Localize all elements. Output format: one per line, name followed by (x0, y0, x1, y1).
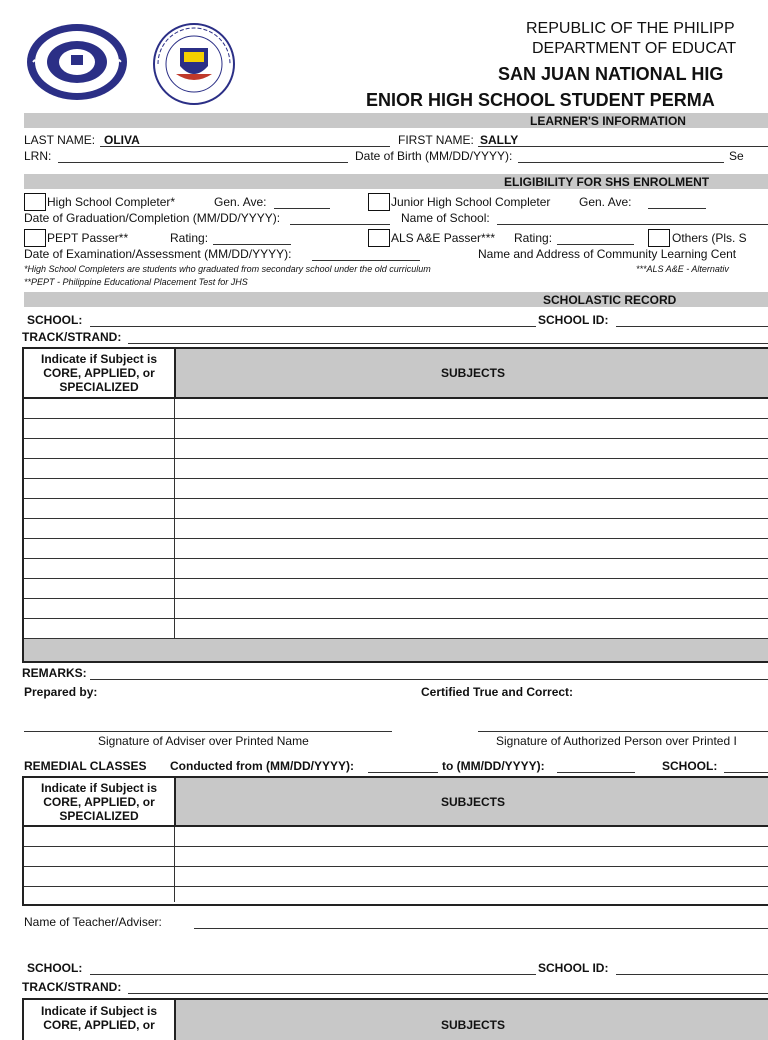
last-name-value[interactable]: OLIVA (104, 133, 140, 147)
lrn-line[interactable] (58, 162, 348, 163)
table-row[interactable] (24, 539, 768, 559)
table-row[interactable] (24, 619, 768, 639)
als-checkbox[interactable] (368, 229, 390, 247)
first-name-label: FIRST NAME: (398, 133, 474, 147)
als-label: ALS A&E Passer*** (391, 231, 496, 245)
scholastic-record-title: SCHOLASTIC RECORD (543, 293, 677, 307)
school-id-line[interactable] (616, 326, 768, 327)
table-row[interactable] (24, 479, 768, 499)
rating-label: Rating: (170, 231, 209, 245)
table-header (24, 349, 768, 399)
pept-checkbox[interactable] (24, 229, 46, 247)
to-date-label: to (MM/DD/YYYY): (442, 759, 545, 773)
adviser-signature-line[interactable] (24, 731, 392, 732)
authorized-signature-line[interactable] (478, 731, 768, 732)
subjects-header: SUBJECTS (440, 366, 505, 380)
pept-label: PEPT Passer** (47, 231, 129, 245)
teacher-adviser-line[interactable] (194, 928, 768, 929)
learner-info-bar (24, 113, 768, 128)
first-name-line (478, 146, 768, 147)
eligibility-bar (24, 174, 768, 189)
deped-seal-logo (140, 22, 248, 106)
authorized-signature-caption: Signature of Authorized Person over Printed I (496, 734, 737, 748)
last-name-label: LAST NAME: (24, 133, 96, 147)
remedial-school-line[interactable] (724, 772, 768, 773)
first-name-value[interactable]: SALLY (480, 133, 519, 147)
rating-line-2[interactable] (557, 244, 634, 245)
school-id-label: SCHOOL ID: (538, 313, 609, 327)
table-footer-bar (24, 639, 768, 661)
remedial-classes-title: REMEDIAL CLASSES (24, 759, 147, 773)
rating-label-2: Rating: (514, 231, 553, 245)
conducted-from-label: Conducted from (MM/DD/YYYY): (170, 759, 354, 773)
clc-label: Name and Address of Community Learning Cent (478, 247, 737, 261)
republic-heading: REPUBLIC OF THE PHILIPP (526, 20, 735, 37)
scholastic-subjects-table-2 (22, 998, 768, 1040)
table-header (24, 778, 768, 827)
footnote-als: ***ALS A&E - Alternativ (636, 264, 729, 274)
adviser-signature-caption: Signature of Adviser over Printed Name (98, 734, 309, 748)
scholastic-subjects-table (22, 347, 768, 663)
school-label-2: SCHOOL: (27, 961, 83, 975)
grad-date-line[interactable] (290, 224, 390, 225)
hs-completer-label: High School Completer* (47, 195, 176, 209)
table-row[interactable] (24, 579, 768, 599)
remedial-school-label: SCHOOL: (662, 759, 718, 773)
gen-ave-line[interactable] (274, 208, 330, 209)
table-row[interactable] (24, 559, 768, 579)
teacher-adviser-label: Name of Teacher/Adviser: (24, 915, 162, 929)
others-checkbox[interactable] (648, 229, 670, 247)
hs-completer-checkbox[interactable] (24, 193, 46, 211)
table-row[interactable] (24, 459, 768, 479)
table-row[interactable] (24, 439, 768, 459)
remarks-line[interactable] (90, 679, 768, 680)
jhs-completer-label: Junior High School Completer (391, 195, 551, 209)
scholastic-record-bar (24, 292, 768, 307)
footnote-hs: *High School Completers are students who graduated from secondary school under the old curriculum (24, 264, 431, 274)
gen-ave-line-2[interactable] (648, 208, 706, 209)
table-row[interactable] (24, 419, 768, 439)
table-row[interactable] (24, 499, 768, 519)
remedial-subjects-table (22, 776, 768, 906)
form-title: ENIOR HIGH SCHOOL STUDENT PERMA (366, 90, 715, 110)
lrn-label: LRN: (24, 149, 52, 163)
track-strand-line-2[interactable] (128, 993, 768, 994)
prepared-by-label: Prepared by: (24, 685, 98, 699)
table-row[interactable] (24, 399, 768, 419)
exam-date-label: Date of Examination/Assessment (MM/DD/YYYY): (24, 247, 292, 261)
eligibility-title: ELIGIBILITY FOR SHS ENROLMENT (504, 175, 710, 189)
school-name-label: Name of School: (401, 211, 490, 225)
school-line[interactable] (90, 326, 536, 327)
jhs-completer-checkbox[interactable] (368, 193, 390, 211)
track-strand-label-2: TRACK/STRAND: (22, 980, 122, 994)
gen-ave-label-2: Gen. Ave: (579, 195, 632, 209)
department-heading: DEPARTMENT OF EDUCAT (532, 40, 737, 57)
subject-type-header: Indicate if Subject is CORE, APPLIED, or SPECIALIZED (24, 349, 176, 397)
table-header (24, 1000, 768, 1040)
dob-line[interactable] (518, 162, 724, 163)
school-seal-logo (25, 22, 131, 102)
grad-date-label: Date of Graduation/Completion (MM/DD/YYYY): (24, 211, 281, 225)
to-date-line[interactable] (557, 772, 635, 773)
school-name-line[interactable] (497, 224, 768, 225)
table-row[interactable] (24, 827, 768, 847)
school-line-2[interactable] (90, 974, 536, 975)
table-row[interactable] (24, 847, 768, 867)
table-row[interactable] (24, 887, 768, 902)
table-row[interactable] (24, 599, 768, 619)
subject-type-header: Indicate if Subject is CORE, APPLIED, or SPECIALIZED (24, 778, 176, 825)
dob-label: Date of Birth (MM/DD/YYYY): (355, 149, 513, 163)
school-id-label-2: SCHOOL ID: (538, 961, 609, 975)
remarks-label: REMARKS: (22, 666, 87, 680)
school-name-heading: SAN JUAN NATIONAL HIG (498, 64, 724, 84)
exam-date-line[interactable] (312, 260, 420, 261)
others-label: Others (Pls. S (672, 231, 747, 245)
learner-info-title: LEARNER'S INFORMATION (530, 114, 686, 128)
footnote-pept: **PEPT - Philippine Educational Placement Test for JHS (24, 277, 248, 287)
conducted-from-line[interactable] (368, 772, 438, 773)
track-strand-line[interactable] (128, 343, 768, 344)
sex-label: Se (729, 149, 744, 163)
table-row[interactable] (24, 867, 768, 887)
school-id-line-2[interactable] (616, 974, 768, 975)
last-name-line (100, 146, 390, 147)
subjects-header: SUBJECTS (440, 1018, 505, 1032)
gen-ave-label: Gen. Ave: (214, 195, 267, 209)
subject-type-header: Indicate if Subject is CORE, APPLIED, or (24, 1000, 176, 1040)
rating-line[interactable] (213, 244, 291, 245)
certified-label: Certified True and Correct: (421, 685, 574, 699)
track-strand-label: TRACK/STRAND: (22, 330, 122, 344)
table-row[interactable] (24, 519, 768, 539)
school-label: SCHOOL: (27, 313, 83, 327)
subjects-header: SUBJECTS (440, 794, 505, 809)
